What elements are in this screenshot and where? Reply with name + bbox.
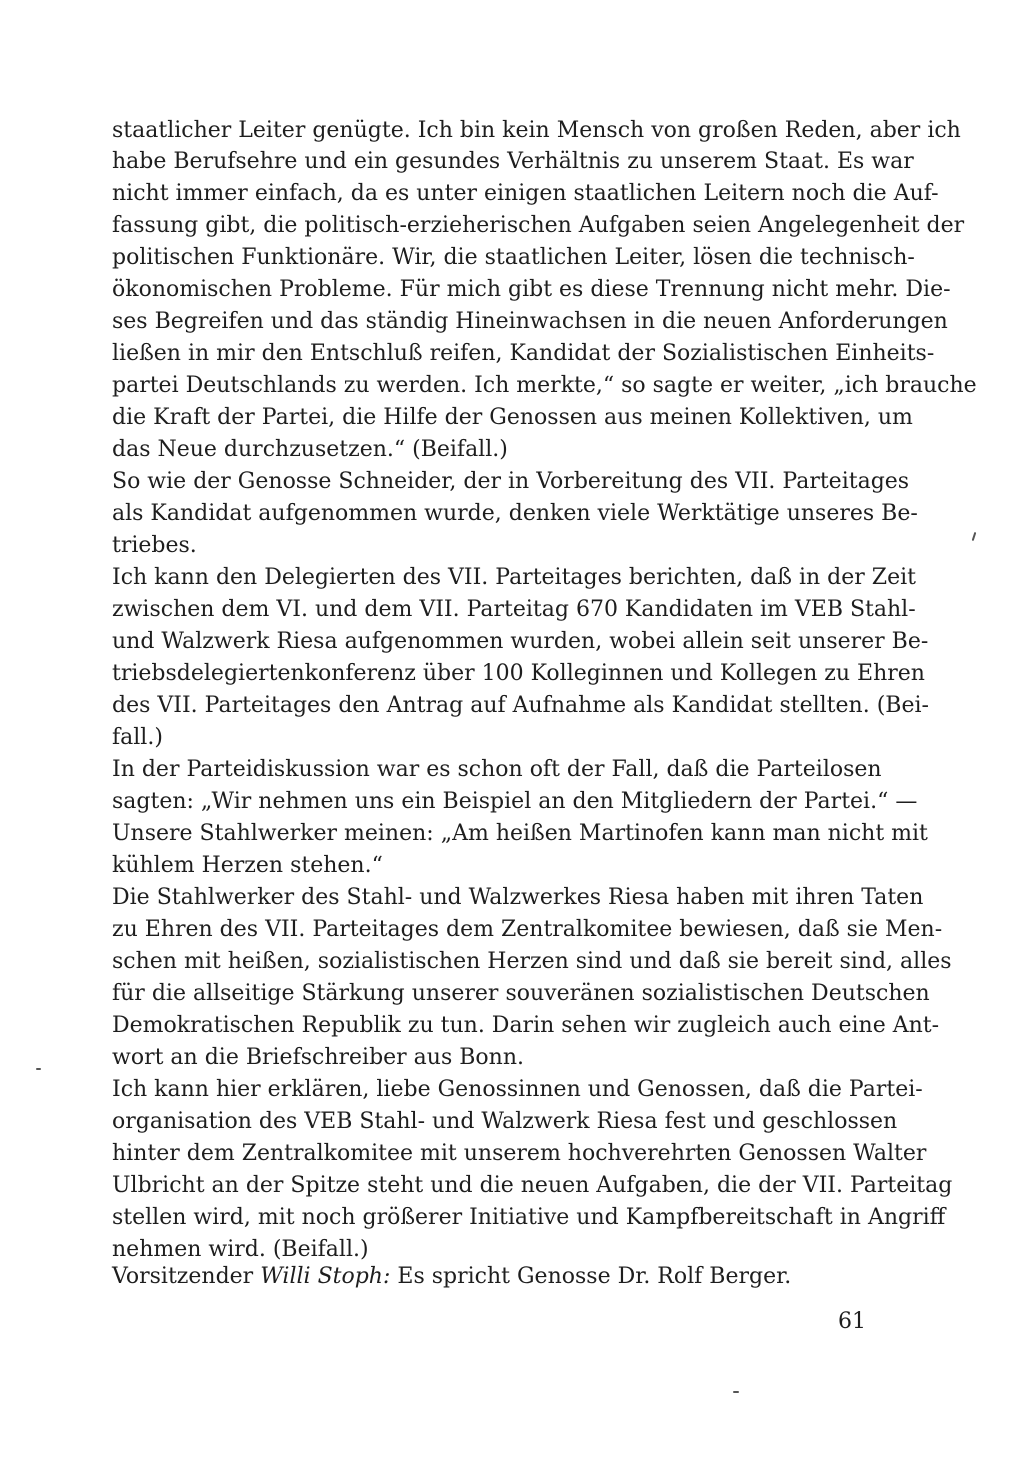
text-line: So wie der Genosse Schneider, der in Vorbereitung des VII. Parteitages <box>112 469 910 494</box>
text-line: ökonomischen Probleme. Für mich gibt es diese Trennung nicht mehr. Die- <box>112 277 951 302</box>
text-line: schen mit heißen, sozialistischen Herzen sind und daß sie bereit sind, alles <box>112 949 952 974</box>
text-line: das Neue durchzusetzen.“ (Beifall.) <box>112 437 508 462</box>
text-line: stellen wird, mit noch größerer Initiative und Kampfbereitschaft in Angriff <box>112 1205 946 1230</box>
text-line: triebsdelegiertenkonferenz über 100 Kolleginnen und Kollegen zu Ehren <box>112 661 925 686</box>
text-line: fassung gibt, die politisch-erzieherischen Aufgaben seien Angelegenheit der <box>112 213 965 238</box>
scan-speck <box>972 532 977 541</box>
text-line: des VII. Parteitages den Antrag auf Aufnahme als Kandidat stellten. (Bei- <box>112 693 929 718</box>
text-line: kühlem Herzen stehen.“ <box>112 853 383 878</box>
closing-text: Es spricht Genosse Dr. Rolf Berger. <box>390 1264 792 1289</box>
text-line: organisation des VEB Stahl- und Walzwerk Riesa fest und geschlossen <box>112 1109 898 1134</box>
scan-speck <box>36 1068 41 1070</box>
text-line: politischen Funktionäre. Wir, die staatlichen Leiter, lösen die technisch- <box>112 245 915 270</box>
closing-prefix: Vorsitzender <box>112 1264 261 1289</box>
text-line: triebes. <box>112 533 197 558</box>
text-line: Unsere Stahlwerker meinen: „Am heißen Martinofen kann man nicht mit <box>112 821 928 846</box>
text-line: In der Parteidiskussion war es schon oft der Fall, daß die Parteilosen <box>112 757 882 782</box>
speaker-name: Willi Stoph: <box>260 1264 391 1289</box>
text-line: und Walzwerk Riesa aufgenommen wurden, wobei allein seit unserer Be- <box>112 629 929 654</box>
text-line: für die allseitige Stärkung unserer souveränen sozialistischen Deutschen <box>112 981 930 1006</box>
text-line: habe Berufsehre und ein gesundes Verhältnis zu unserem Staat. Es war <box>112 149 914 174</box>
text-line: partei Deutschlands zu werden. Ich merkte,“ so sagte er weiter, „ich brauche <box>112 373 977 398</box>
text-line: zwischen dem VI. und dem VII. Parteitag 670 Kandidaten im VEB Stahl- <box>112 597 916 622</box>
text-line: Ulbricht an der Spitze steht und die neuen Aufgaben, die der VII. Parteitag <box>112 1173 953 1198</box>
text-line: die Kraft der Partei, die Hilfe der Genossen aus meinen Kollektiven, um <box>112 405 913 430</box>
text-line: wort an die Briefschreiber aus Bonn. <box>112 1045 524 1070</box>
text-line: staatlicher Leiter genügte. Ich bin kein Mensch von großen Reden, aber ich <box>112 118 961 143</box>
text-line: Ich kann den Delegierten des VII. Parteitages berichten, daß in der Zeit <box>112 565 916 590</box>
page-number: 61 <box>838 1309 866 1334</box>
text-line: zu Ehren des VII. Parteitages dem Zentralkomitee bewiesen, daß sie Men- <box>112 917 943 942</box>
text-line: Ich kann hier erklären, liebe Genossinnen und Genossen, daß die Partei- <box>112 1077 923 1102</box>
text-line: als Kandidat aufgenommen wurde, denken viele Werktätige unseres Be- <box>112 501 918 526</box>
scan-speck <box>733 1391 739 1393</box>
text-line: hinter dem Zentralkomitee mit unserem hochverehrten Genossen Walter <box>112 1141 927 1166</box>
text-line: ses Begreifen und das ständig Hineinwachsen in die neuen Anforderungen <box>112 309 948 334</box>
text-line: nicht immer einfach, da es unter einigen staatlichen Leitern noch die Auf- <box>112 181 939 206</box>
text-line: sagten: „Wir nehmen uns ein Beispiel an den Mitgliedern der Partei.“ — <box>112 789 918 814</box>
text-line: fall.) <box>112 725 163 750</box>
closing-line <box>112 1261 791 1293</box>
text-line: nehmen wird. (Beifall.) <box>112 1237 369 1262</box>
text-line: Die Stahlwerker des Stahl- und Walzwerkes Riesa haben mit ihren Taten <box>112 885 924 910</box>
text-line: ließen in mir den Entschluß reifen, Kandidat der Sozialistischen Einheits- <box>112 341 935 366</box>
text-line: Demokratischen Republik zu tun. Darin sehen wir zugleich auch eine Ant- <box>112 1013 940 1038</box>
